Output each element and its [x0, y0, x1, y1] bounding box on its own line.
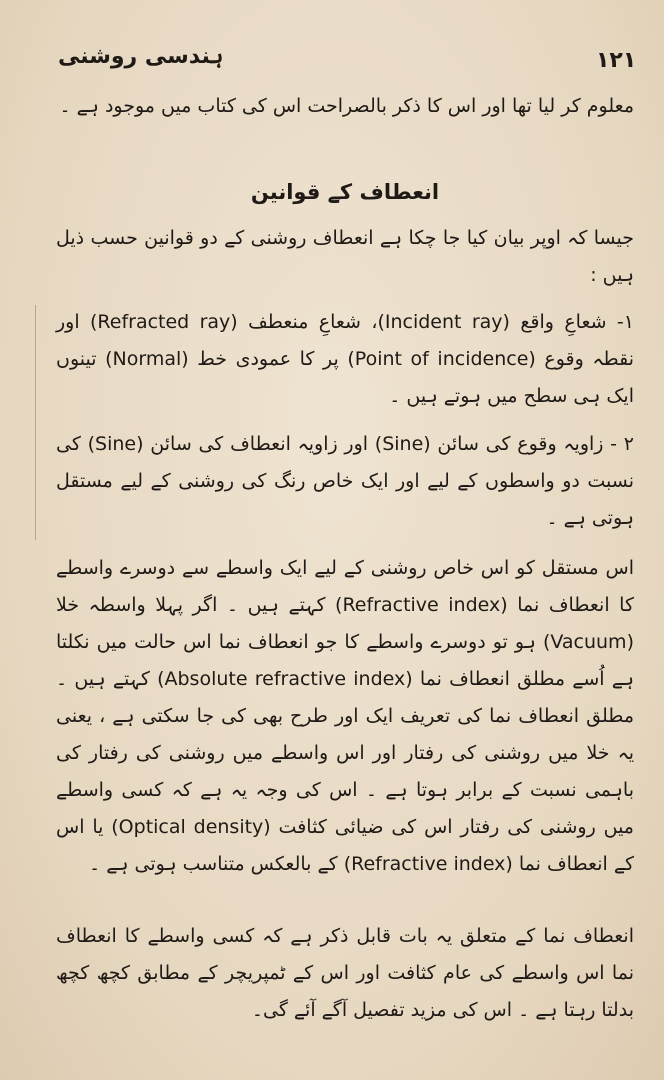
page-number: ۱۲۱ — [596, 48, 637, 73]
intro-paragraph: معلوم کر لیا تھا اور اس کا ذکر بالصراحت اس کی کتاب میں موجود ہے ۔ — [59, 95, 634, 117]
law-2: ۲ - زاویہ وقوع کی سائن (Sine) اور زاویہ انعطاف کی سائن (Sine) کی نسبت دو واسطوں کے لیے اور ایک خاص رنگ کی روشنی کے لیے مستقل ہوتی ہے ۔ — [56, 433, 634, 529]
page-header — [48, 44, 637, 76]
closing-paragraph: انعطاف نما کے متعلق یہ بات قابل ذکر ہے کہ کسی واسطے کا انعطاف نما اس واسطے کی عام کثافت اور اس کے ٹمپریچر کے مطابق کچھ کچھ بدلتا رہتا ہے ۔ اس کی مزید تفصیل آگے آئے گی۔ — [56, 925, 634, 1021]
law-1: ۱- شعاعِ واقع (Incident ray)، شعاعِ منعطف (Refracted ray) اور نقطہ وقوع (Point of incidence) پر کا عمودی خط (Normal) تینوں ایک ہی سطح میں ہوتے ہیں ۔ — [56, 311, 634, 407]
margin-rule — [35, 305, 36, 540]
section-heading: انعطاف کے قوانین — [250, 180, 440, 204]
lead-paragraph: جیسا کہ اوپر بیان کیا جا چکا ہے انعطاف روشنی کے دو قوانین حسب ذیل ہیں : — [56, 227, 634, 286]
refractive-index-paragraph: اس مستقل کو اس خاص روشنی کے لیے ایک واسطے سے دوسرے واسطے کا انعطاف نما (Refractive index) کہتے ہیں ۔ اگر پہلا واسطہ خلا (Vacuum) ہو تو دوسرے واسطے کا جو انعطاف نما اس حالت میں نکلتا ہے اُسے مطلق انعطاف نما (Absolute refractive index) کہتے ہیں ۔ مطلق انعطاف نما کی تعریف ایک اور طرح بھی کی جا سکتی ہے ، یعنی یہ خلا میں روشنی کی رفتار اور اس واسطے میں روشنی کی رفتار کی باہمی نسبت کے برابر ہوتا ہے ۔ اس کی وجہ یہ ہے کہ کسی واسطے میں روشنی کی رفتار اس کی ضیائی کثافت (Optical density) یا اس کے انعطاف نما (Refractive index) کے بالعکس متناسب ہوتی ہے ۔ — [56, 557, 635, 875]
running-title: ہندسی روشنی — [58, 44, 224, 69]
